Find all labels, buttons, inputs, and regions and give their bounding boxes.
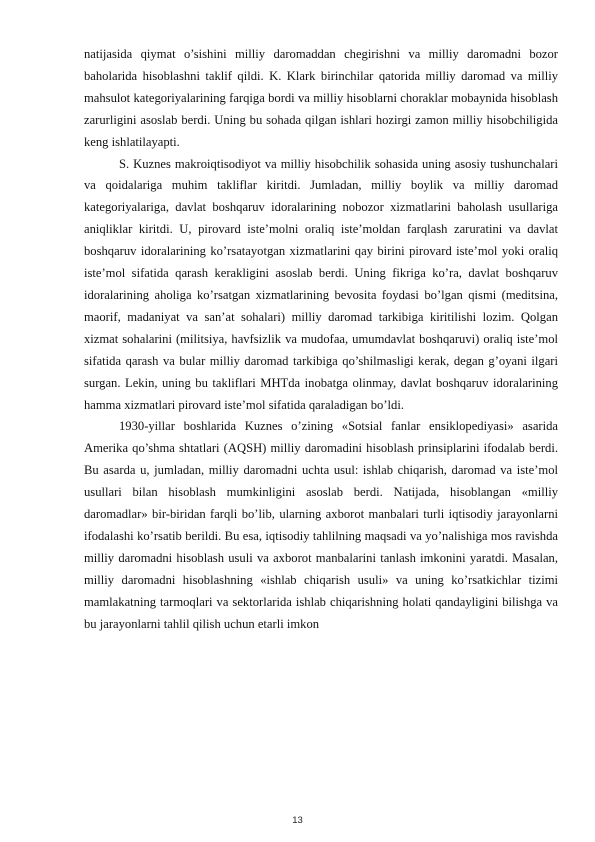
paragraph-1930s-encyclopedia: 1930-yillar boshlarida Kuznes o’zining «Sotsial fanlar ensiklopediyasi» asarida Amerika qo’shma shtatlari (AQSH) milliy daromadini hisoblash prinsiplarini ifodalab berdi. Bu asarda u, jumladan, milliy daromadni uchta usul: ishlab chiqarish, daromad va iste’mol usullari bilan hisoblash mumkinligini asoslab berdi. Natijada, hisoblangan «milliy daromadlar» bir-biridan farqli bo’lib, ularning axborot manbalari turli iqtisodiy jarayonlarni ifodalashi ko’rsatib berildi. Bu esa, iqtisodiy tahlilning maqsadi va yo’nalishiga mos ravishda milliy daromadni hisoblash usuli va axborot manbalarini tanlash imkonini yaratdi. Masalan, milliy daromadni hisoblashning «ishlab chiqarish usuli» va uning ko’rsatkichlar tizimi mamlakatning tarmoqlari va sektorlarida ishlab chiqarishning holati qandayligini bilishga va bu jarayonlarni tahlil qilish uchun etarli imkon	[84, 419, 558, 631]
page-number: 13	[292, 815, 303, 826]
paragraph-kuznes-contributions: S. Kuznes makroiqtisodiyot va milliy hisobchilik sohasida uning asosiy tushunchalari va qoidalariga muhim takliflar kiritdi. Jumladan, milliy boylik va milliy daromad kategoriyalariga, davlat boshqaruv idoralarining nobozor xizmatlarini baholash usullariga aniqliklar kiritdi. U, pirovard iste’molni oraliq iste’moldan farqlash zaruratini va davlat boshqaruv idoralarining ko’rsatayotgan xizmatlarini qay birini pirovard iste’mol yoki oraliq iste’mol sifatida qarash kerakligini asoslab berdi. Uning fikriga ko’ra, davlat boshqaruv idoralarining aholiga ko’rsatgan xizmatlarining bevosita foydasi bo’lgan qismi (meditsina, maorif, madaniyat va san’at sohalari) milliy daromad tarkibiga kiritilishi lozim. Qolgan xizmat sohalarini (militsiya, havfsizlik va mudofaa, umumdavlat boshqaruvi) oraliq iste’mol sifatida qarash va bular milliy daromad tarkibiga qo’shilmasligi kerak, degan g’oyani ilgari surgan. Lekin, uning bu takliflari MHTda inobatga olinmay, davlat boshqaruv idoralarining hamma xizmatlari pirovard iste’mol sifatida qaraladigan bo’ldi.	[84, 156, 558, 412]
paragraph-continuation: natijasida qiymat o’sishini milliy daromaddan chegirishni va milliy daromadni bozor baholarida hisoblashni taklif qildi. K. Klark birinchilar qatorida milliy daromad va milliy mahsulot kategoriyalarining farqiga bordi va milliy hisoblarni choraklar mobaynida hisoblash zarurligini asoslab berdi. Uning bu sohada qilgan ishlari hozirgi zamon milliy hisobchiligida keng ishlatilayapti.	[84, 47, 558, 149]
body-text	[84, 44, 558, 635]
